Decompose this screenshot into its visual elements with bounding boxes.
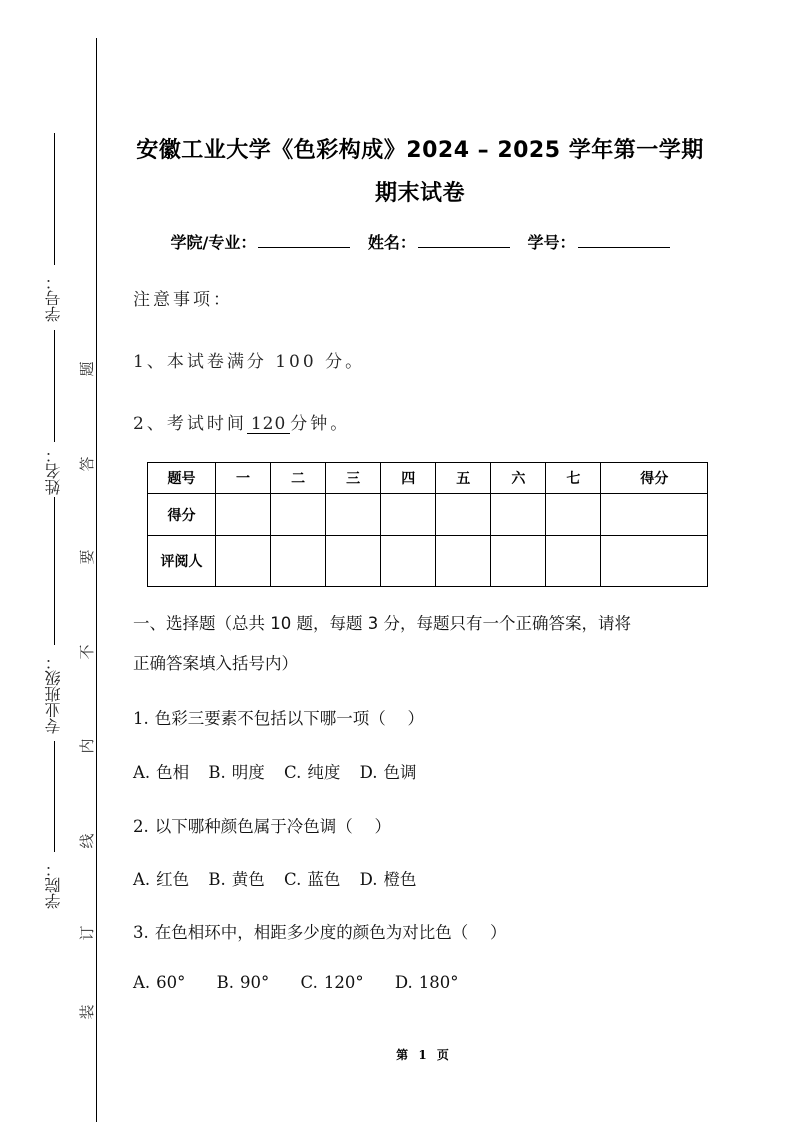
score-table-header-cell: 得分 bbox=[601, 463, 708, 494]
option-a[interactable] bbox=[133, 973, 185, 992]
seal-char: 装 bbox=[78, 1004, 96, 1020]
notes-heading: 注意事项： bbox=[133, 290, 233, 310]
option-letter: B. bbox=[216, 973, 235, 992]
option-a[interactable] bbox=[133, 759, 189, 783]
grader-cell[interactable] bbox=[381, 536, 436, 587]
option-d[interactable] bbox=[395, 973, 459, 992]
option-value: 红色 bbox=[156, 870, 190, 889]
seal-char: 内 bbox=[78, 738, 96, 754]
option-letter: C. bbox=[284, 763, 302, 782]
score-cell[interactable] bbox=[436, 494, 491, 536]
score-cell[interactable] bbox=[491, 494, 546, 536]
student-id-field[interactable] bbox=[528, 233, 670, 252]
seal-char: 线 bbox=[78, 833, 96, 849]
score-table-row-score bbox=[148, 494, 708, 536]
question-1-options bbox=[133, 759, 430, 783]
option-d[interactable] bbox=[360, 866, 417, 890]
binding-outer-line bbox=[96, 38, 97, 1122]
binding-inner-line-segment bbox=[54, 741, 55, 852]
exam-duration-value: 120 bbox=[247, 415, 290, 434]
section1-instruction-line1: 一、选择题（总共 10 题，每题 3 分，每题只有一个正确答案，请将 bbox=[133, 614, 631, 633]
margin-student-id-label: 学号： bbox=[44, 274, 63, 322]
option-b[interactable] bbox=[208, 759, 264, 783]
name-label: 姓名： bbox=[367, 233, 416, 252]
margin-college-label: 学院： bbox=[44, 861, 63, 909]
score-row-label: 得分 bbox=[148, 494, 216, 536]
option-letter: A. bbox=[133, 763, 151, 782]
grader-cell[interactable] bbox=[546, 536, 601, 587]
score-table-header-cell: 三 bbox=[326, 463, 381, 494]
college-major-label: 学院/专业： bbox=[170, 233, 257, 252]
option-value: 色相 bbox=[156, 763, 190, 782]
note-item-2-suffix: 分钟。 bbox=[290, 414, 351, 434]
grader-cell[interactable] bbox=[491, 536, 546, 587]
option-letter: A. bbox=[133, 870, 151, 889]
margin-name-label: 姓名： bbox=[44, 447, 63, 495]
option-c[interactable] bbox=[284, 866, 340, 890]
note-item-2-prefix: 2、考试时间 bbox=[133, 414, 247, 434]
score-table bbox=[147, 462, 708, 587]
grader-cell[interactable] bbox=[271, 536, 326, 587]
option-value: 纯度 bbox=[307, 763, 341, 782]
score-table-header-cell: 四 bbox=[381, 463, 436, 494]
question-text: 色彩三要素不包括以下哪一项（ ） bbox=[154, 709, 424, 728]
option-letter: D. bbox=[359, 870, 378, 889]
option-d[interactable] bbox=[360, 759, 417, 783]
section1-instruction-line2: 正确答案填入括号内） bbox=[133, 654, 298, 673]
score-cell[interactable] bbox=[271, 494, 326, 536]
seal-char: 答 bbox=[78, 456, 96, 472]
option-letter: D. bbox=[394, 973, 413, 992]
note-item-1: 1、本试卷满分 100 分。 bbox=[133, 352, 366, 372]
option-c[interactable] bbox=[284, 759, 340, 783]
score-table-header-cell: 一 bbox=[216, 463, 271, 494]
question-number: 1. bbox=[133, 709, 149, 728]
binding-inner-line-segment bbox=[54, 133, 55, 265]
score-table-header-row bbox=[148, 463, 708, 494]
question-2 bbox=[133, 813, 391, 837]
option-value: 黄色 bbox=[231, 870, 265, 889]
option-b[interactable] bbox=[208, 866, 264, 890]
option-value: 橙色 bbox=[383, 870, 417, 889]
option-b[interactable] bbox=[217, 973, 270, 992]
college-major-field[interactable] bbox=[170, 233, 355, 252]
score-table-header-cell: 题号 bbox=[148, 463, 216, 494]
score-table-header-cell: 二 bbox=[271, 463, 326, 494]
option-letter: C. bbox=[300, 973, 318, 992]
question-2-options bbox=[133, 866, 430, 890]
score-table-header-cell: 七 bbox=[546, 463, 601, 494]
seal-char: 要 bbox=[78, 549, 96, 565]
score-cell[interactable] bbox=[216, 494, 271, 536]
option-letter: C. bbox=[284, 870, 302, 889]
option-value: 120° bbox=[323, 973, 364, 992]
name-blank[interactable] bbox=[418, 233, 510, 248]
option-value: 180° bbox=[418, 973, 459, 992]
margin-major-class-label: 专业班级： bbox=[44, 654, 63, 734]
score-cell[interactable] bbox=[381, 494, 436, 536]
score-cell[interactable] bbox=[326, 494, 381, 536]
option-value: 色调 bbox=[383, 763, 417, 782]
question-text: 以下哪种颜色属于冷色调（ ） bbox=[154, 817, 391, 836]
option-letter: A. bbox=[133, 973, 151, 992]
option-letter: B. bbox=[208, 870, 226, 889]
option-letter: B. bbox=[208, 763, 226, 782]
student-id-label: 学号： bbox=[527, 233, 576, 252]
grader-row-label: 评阅人 bbox=[148, 536, 216, 587]
option-value: 90° bbox=[240, 973, 270, 992]
question-number: 2. bbox=[133, 817, 149, 836]
grader-cell[interactable] bbox=[326, 536, 381, 587]
binding-inner-line-segment bbox=[54, 330, 55, 442]
question-text: 在色相环中，相距多少度的颜色为对比色（ ） bbox=[154, 923, 507, 942]
exam-title-line1: 安徽工业大学《色彩构成》2024 – 2025 学年第一学期 bbox=[136, 138, 704, 163]
option-value: 蓝色 bbox=[307, 870, 341, 889]
student-id-blank[interactable] bbox=[578, 233, 670, 248]
question-3-options bbox=[133, 973, 484, 992]
option-c[interactable] bbox=[301, 973, 364, 992]
question-3 bbox=[133, 919, 507, 943]
grader-cell[interactable] bbox=[436, 536, 491, 587]
option-letter: D. bbox=[359, 763, 378, 782]
question-number: 3. bbox=[133, 923, 149, 942]
college-major-blank[interactable] bbox=[258, 233, 350, 248]
option-value: 明度 bbox=[231, 763, 265, 782]
seal-char: 题 bbox=[78, 361, 96, 377]
score-table-row-grader bbox=[148, 536, 708, 587]
score-cell[interactable] bbox=[546, 494, 601, 536]
page-number: 第 1 页 bbox=[396, 1048, 452, 1062]
grader-cell[interactable] bbox=[601, 536, 708, 587]
question-1 bbox=[133, 705, 424, 729]
seal-char: 订 bbox=[78, 925, 96, 941]
score-cell[interactable] bbox=[601, 494, 708, 536]
score-table-header-cell: 六 bbox=[491, 463, 546, 494]
option-a[interactable] bbox=[133, 866, 189, 890]
name-field[interactable] bbox=[368, 233, 516, 252]
binding-inner-line-segment bbox=[54, 497, 55, 645]
score-table-header-cell: 五 bbox=[436, 463, 491, 494]
grader-cell[interactable] bbox=[216, 536, 271, 587]
note-item-2 bbox=[133, 409, 350, 434]
option-value: 60° bbox=[156, 973, 186, 992]
student-info-line bbox=[120, 230, 720, 253]
exam-title-line2: 期末试卷 bbox=[374, 181, 465, 206]
seal-char: 不 bbox=[78, 644, 96, 660]
